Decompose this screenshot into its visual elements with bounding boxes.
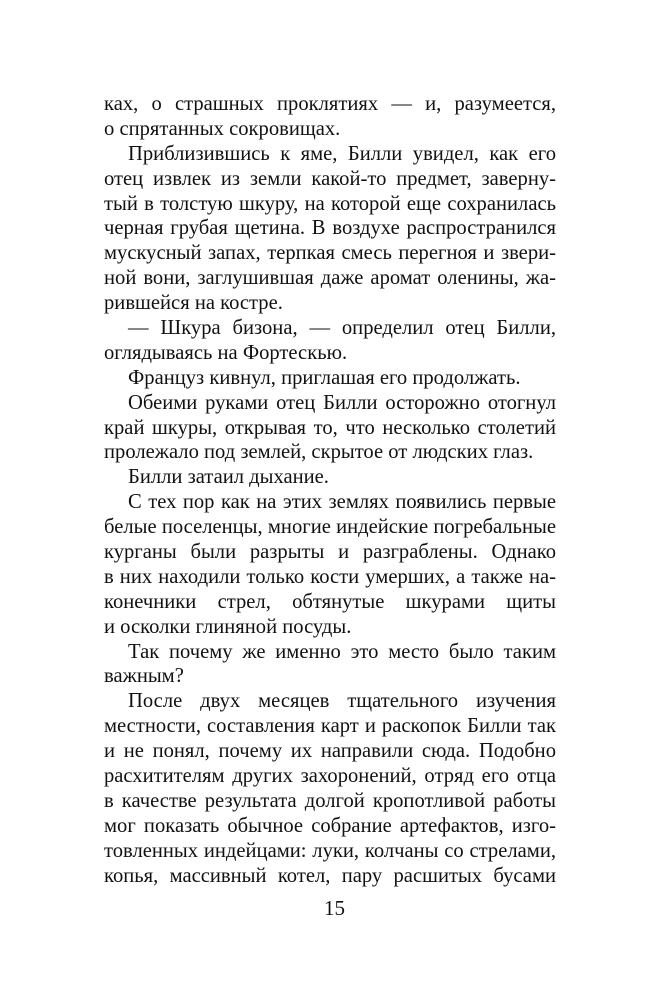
text-line: ках, о страшных проклятиях — и, разумеется, bbox=[104, 93, 556, 115]
text-line: о спрятанных сокровищах. bbox=[104, 117, 341, 140]
page-number: 15 bbox=[324, 896, 345, 920]
text-line: расхитителям других захоронений, отряд его отца bbox=[104, 765, 556, 788]
text-line: ной вони, заглушившая даже аромат оленины, жа- bbox=[104, 267, 556, 290]
text-line: Билли затаил дыхание. bbox=[128, 466, 329, 489]
text-line: пролежало под землей, скрытое от людских глаз. bbox=[104, 441, 534, 464]
text-line: край шкуры, открывая то, что несколько столетий bbox=[104, 416, 556, 439]
text-line: отец извлек из земли какой-то предмет, заверну- bbox=[104, 167, 556, 190]
text-line: — Шкура бизона, — определил отец Билли, bbox=[128, 317, 556, 340]
text-line: товленных индейцами: луки, колчаны со стрелами, bbox=[104, 839, 556, 862]
text-line: рившейся на костре. bbox=[104, 292, 283, 315]
text-line: Француз кивнул, приглашая его продолжать. bbox=[128, 366, 521, 389]
text-line: белые поселенцы, многие индейские погребальные bbox=[104, 516, 556, 539]
text-line: и не понял, почему их направили сюда. Подобно bbox=[104, 740, 556, 763]
text-line: оглядываясь на Фортескью. bbox=[104, 341, 348, 364]
text-line: местности, составления карт и раскопок Билли так bbox=[104, 715, 556, 738]
text-line: важным? bbox=[104, 665, 184, 688]
text-line: Обеими руками отец Билли осторожно отогнул bbox=[128, 391, 556, 414]
text-line: С тех пор как на этих землях появились первые bbox=[128, 491, 556, 514]
text-line: конечники стрел, обтянутые шкурами щиты bbox=[104, 590, 556, 613]
text-line: курганы были разрыты и разграблены. Однако bbox=[104, 541, 556, 564]
text-line: черная грубая щетина. В воздухе распространился bbox=[104, 217, 556, 240]
text-line: После двух месяцев тщательного изучения bbox=[128, 690, 556, 713]
text-line: в качестве результата долгой кропотливой работы bbox=[104, 789, 556, 812]
text-line: Приблизившись к яме, Билли увидел, как его bbox=[128, 142, 556, 165]
text-line: и осколки глиняной посуды. bbox=[104, 615, 352, 638]
text-line: мог показать обычное собрание артефактов, изго- bbox=[104, 814, 556, 837]
text-line: копья, массивный котел, пару расшитых бусами bbox=[104, 864, 556, 887]
text-line: тый в толстую шкуру, на которой еще сохранилась bbox=[104, 192, 556, 215]
text-line: в них находили только кости умерших, а также на- bbox=[104, 565, 556, 588]
page-body-text bbox=[104, 92, 556, 889]
text-line: мускусный запах, терпкая смесь перегноя и звери- bbox=[104, 242, 556, 265]
text-line: Так почему же именно это место было таким bbox=[128, 640, 556, 663]
